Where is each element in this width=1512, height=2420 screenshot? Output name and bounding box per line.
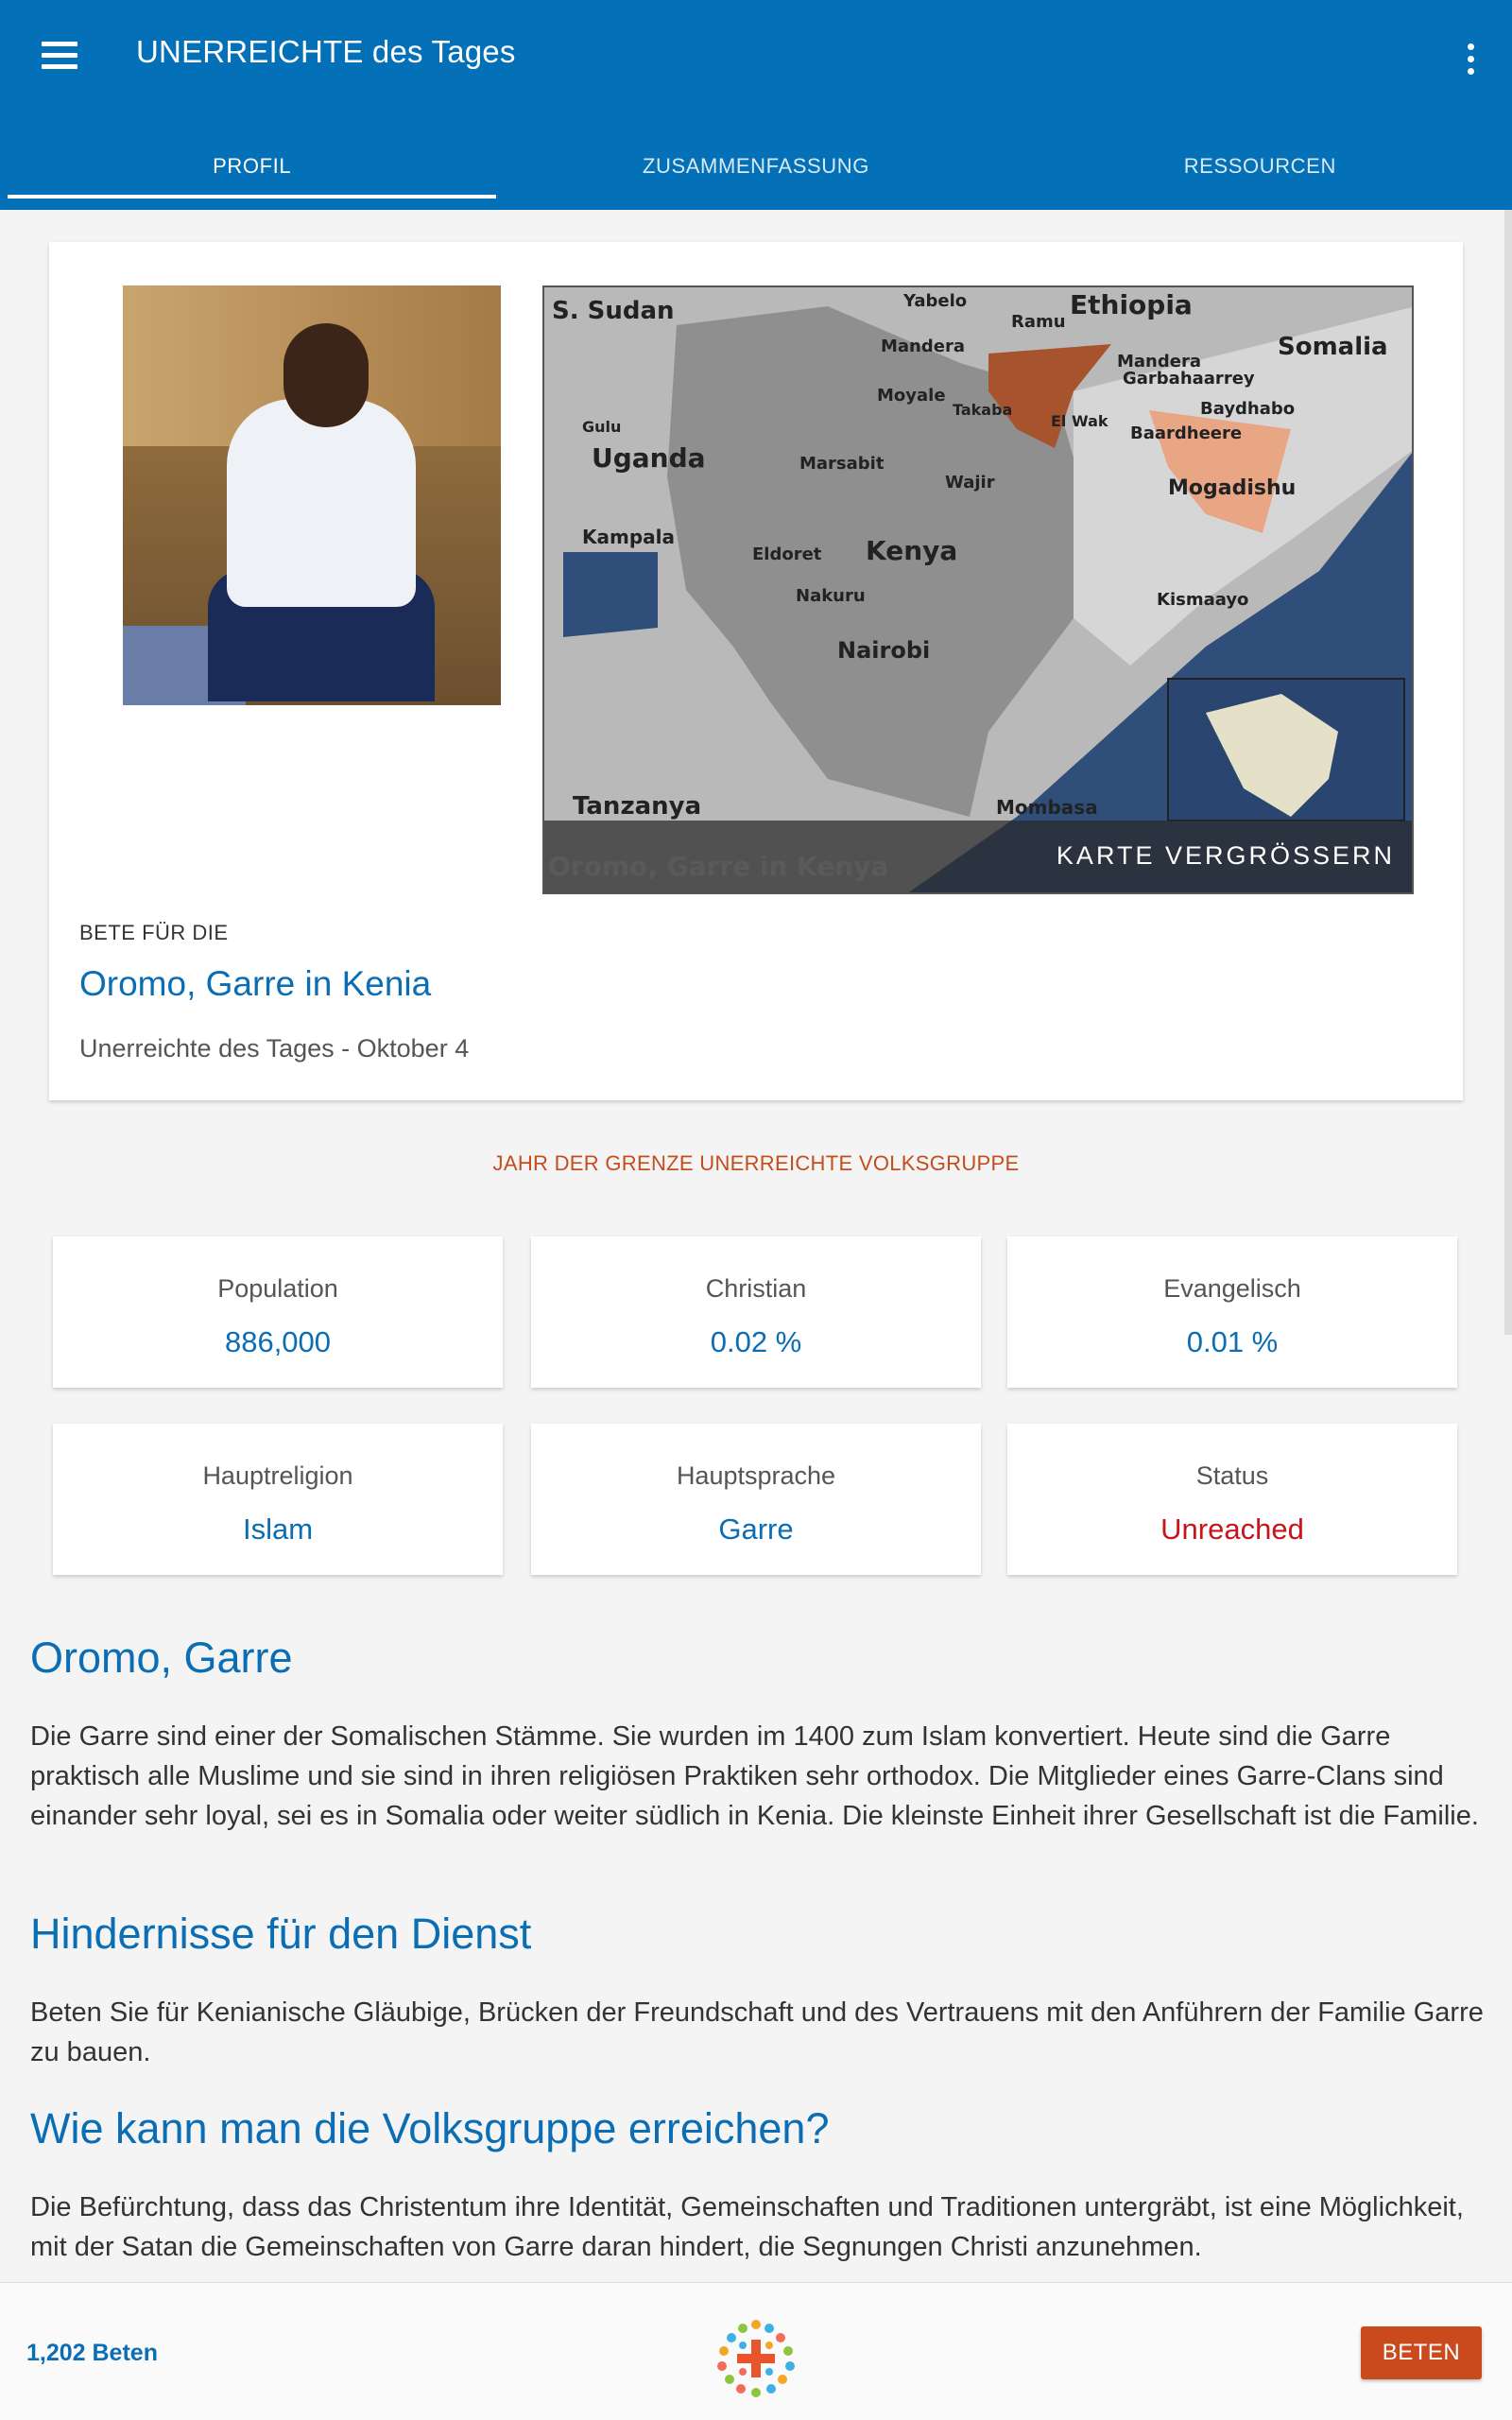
people-group-name: Oromo, Garre xyxy=(79,964,296,1003)
map-label: Uganda xyxy=(592,442,706,474)
date-line: Unerreichte des Tages - Oktober 4 xyxy=(79,1034,470,1063)
stat-label: Status xyxy=(1195,1461,1269,1490)
map-label: Wajir xyxy=(945,473,995,493)
stat-christian xyxy=(531,1236,981,1388)
map-label: Mogadishu xyxy=(1168,476,1297,500)
map-label: Garbahaarrey xyxy=(1123,369,1255,389)
section-heading: Hindernisse für den Dienst xyxy=(30,1910,532,1958)
app-bar xyxy=(0,0,1512,210)
map-label: Moyale xyxy=(877,386,946,406)
app-title: UNERREICHTE des Tages xyxy=(136,34,516,69)
tab-zusammenfassung[interactable]: ZUSAMMENFASSUNG xyxy=(642,154,869,178)
enlarge-map-button[interactable]: KARTE VERGRÖSSERN xyxy=(1056,841,1395,870)
stat-label: Evangelisch xyxy=(1163,1274,1301,1303)
tab-bar xyxy=(0,123,1512,210)
map-label: Gulu xyxy=(582,418,622,436)
stat-value: 0.02 % xyxy=(710,1325,802,1358)
profile-card xyxy=(49,242,1463,1100)
tab-ressourcen[interactable]: RESSOURCEN xyxy=(1183,154,1336,178)
stat-label: Hauptsprache xyxy=(676,1461,836,1490)
map-label: Eldoret xyxy=(752,544,822,564)
map-label: Mandera xyxy=(1117,352,1201,372)
bottom-bar xyxy=(0,2282,1512,2420)
map-label: Takaba xyxy=(953,401,1013,419)
stat-language xyxy=(531,1424,981,1575)
stat-label: Population xyxy=(217,1274,338,1303)
map-label: Baardheere xyxy=(1130,424,1243,443)
map-label: Ramu xyxy=(1011,312,1066,332)
map-label: Kenya xyxy=(866,535,958,566)
frontier-label: JAHR DER GRENZE UNERREICHTE VOLKSGRUPPE xyxy=(492,1151,1020,1175)
tab-profil[interactable]: PROFIL xyxy=(0,123,504,210)
map-label: Somalia xyxy=(1278,333,1388,361)
prayer-count: 1,202 Beten xyxy=(26,2340,158,2366)
stat-value: 886,000 xyxy=(224,1325,332,1358)
stat-evangelical xyxy=(1007,1236,1457,1388)
map-label: Mandera xyxy=(881,337,965,356)
menu-icon[interactable] xyxy=(34,28,87,81)
map-label: S. Sudan xyxy=(552,297,675,325)
pray-for-label: BETE FÜR DIE xyxy=(79,921,229,944)
section-heading: Wie kann man die Volksgruppe erreichen? xyxy=(30,2104,830,2152)
map-label: Nakuru xyxy=(796,586,866,606)
stat-status xyxy=(1007,1424,1457,1575)
map-label: Ethiopia xyxy=(1070,289,1193,320)
map-label: El Wak xyxy=(1051,412,1108,430)
map-label: Nairobi xyxy=(837,637,931,664)
map-label: Baydhabo xyxy=(1200,399,1296,419)
stat-value: Garre xyxy=(718,1512,794,1546)
map-label: Kampala xyxy=(582,526,675,548)
map-title: Oromo, Garre in Kenya xyxy=(548,851,889,882)
stat-value: Islam xyxy=(242,1512,314,1546)
more-options-icon[interactable] xyxy=(1453,32,1487,85)
section-heading: Oromo, Garre xyxy=(30,1634,293,1682)
section-text: Beten Sie für Kenianische Gläubige, Brücken der Freundschaft und des Vertrauens mit den Anführern der Familie Garre zu bauen. xyxy=(30,1997,1484,2067)
people-map[interactable] xyxy=(542,285,1414,894)
stat-religion xyxy=(53,1424,503,1575)
map-label: Marsabit xyxy=(799,454,885,474)
map-label: Yabelo xyxy=(903,291,968,311)
people-photo xyxy=(123,285,501,705)
map-label: Kismaayo xyxy=(1157,590,1249,610)
section-text: Die Befürchtung, dass das Christentum ihre Identität, Gemeinschaften und Traditionen untergräbt, ist eine Möglichkeit, mit der Satan die Gemeinschaften von Garre daran hindert, die Segnungen Christi anzunehmen. xyxy=(30,2192,1464,2262)
map-label: Mombasa xyxy=(996,796,1098,819)
map-label: Tanzanya xyxy=(573,792,702,821)
people-group-title[interactable] xyxy=(79,964,431,1004)
app-logo-icon xyxy=(714,2317,798,2400)
stat-value: Unreached xyxy=(1160,1512,1304,1546)
section-text: Die Garre sind einer der Somalischen Stämme. Sie wurden im 1400 zum Islam konvertiert. Heute sind die Garre praktisch alle Muslime und sie sind in ihren religiösen Praktiken sehr orthodox. Die Mitglieder eines Garre-Clans sind einander sehr loyal, sei es in Somalia oder weiter südlich in Kenia. Die kleinste Einheit ihrer Gesellschaft ist die Familie. xyxy=(30,1721,1479,1831)
stat-label: Christian xyxy=(705,1274,807,1303)
pray-button[interactable]: BETEN xyxy=(1361,2326,1482,2379)
stat-label: Hauptreligion xyxy=(202,1461,353,1490)
stat-population xyxy=(53,1236,503,1388)
stat-value: 0.01 % xyxy=(1186,1325,1279,1358)
people-group-country: in Kenia xyxy=(304,964,432,1003)
